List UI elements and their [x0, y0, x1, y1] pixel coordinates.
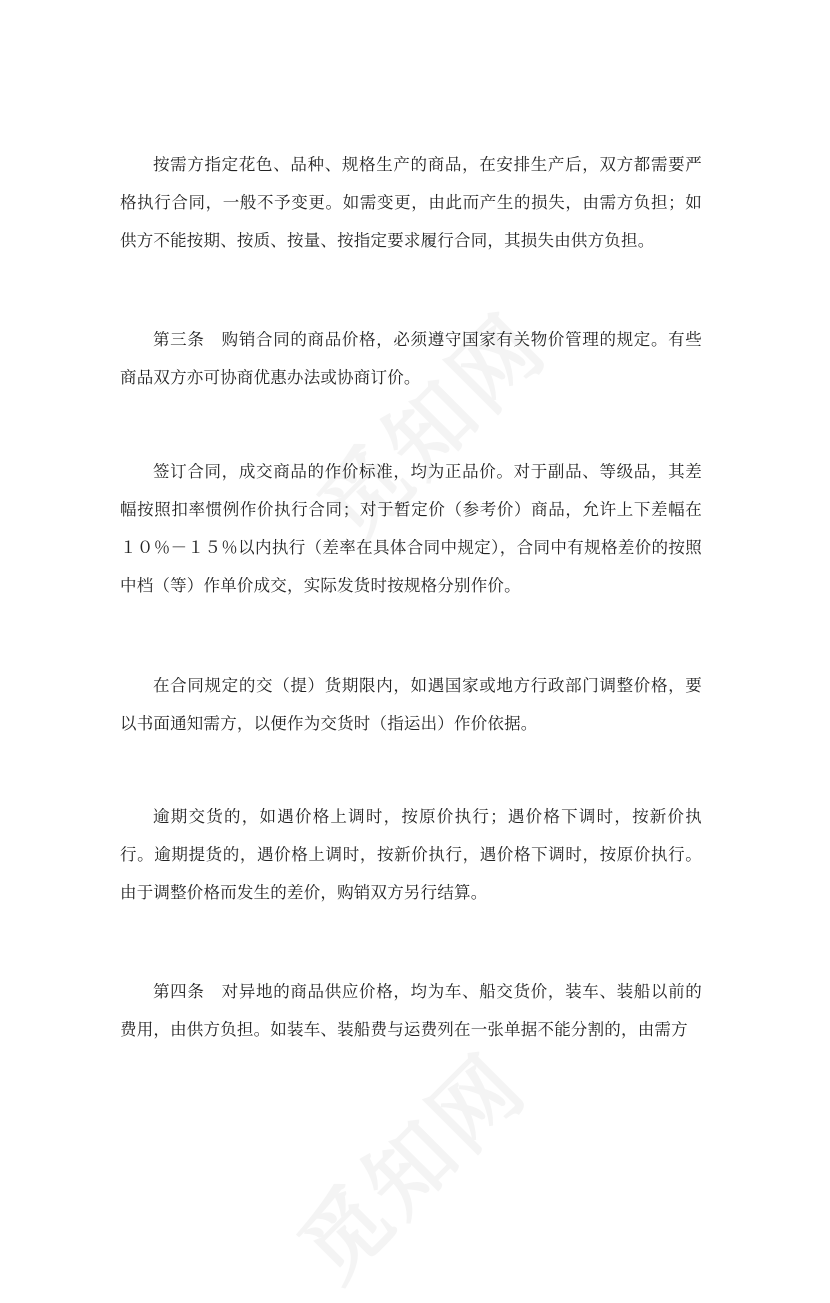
paragraph-changes: 按需方指定花色、品种、规格生产的商品，在安排生产后，双方都需要严格执行合同，一般不予变更。如需变更，由此而产生的损失，由需方负担；如供方不能按期、按质、按量、按指定要求履行合同，其损失由供方负担。 — [120, 155, 702, 250]
paragraph-pricing-standard: 签订合同，成交商品的作价标准，均为正品价。对于副品、等级品，其差幅按照扣率惯例作价执行合同；对于暂定价（参考价）商品，允许上下差幅在１０％－１５％以内执行（差率在具体合同中规定），合同中有规格差价的按照中档（等）作单价成交，实际发货时按规格分别作价。 — [120, 462, 702, 595]
watermark — [267, 1021, 550, 1303]
paragraph-article-3: 第三条 购销合同的商品价格，必须遵守国家有关物价管理的规定。有些商品双方亦可协商优惠办法或协商订价。 — [120, 330, 702, 387]
paragraph-price-adjustment: 在合同规定的交（提）货期限内，如遇国家或地方行政部门调整价格，要以书面通知需方，以便作为交货时（指运出）作价依据。 — [120, 676, 702, 733]
paragraph-late-delivery: 逾期交货的，如遇价格上调时，按原价执行；遇价格下调时，按新价执行。逾期提货的，遇价格上调时，按新价执行，遇价格下调时，按原价执行。由于调整价格而发生的差价，购销双方另行结算。 — [120, 807, 702, 902]
paragraph-article-4: 第四条 对异地的商品供应价格，均为车、船交货价，装车、装船以前的费用，由供方负担。如装车、装船费与运费列在一张单据不能分割的，由需方 — [120, 982, 702, 1039]
